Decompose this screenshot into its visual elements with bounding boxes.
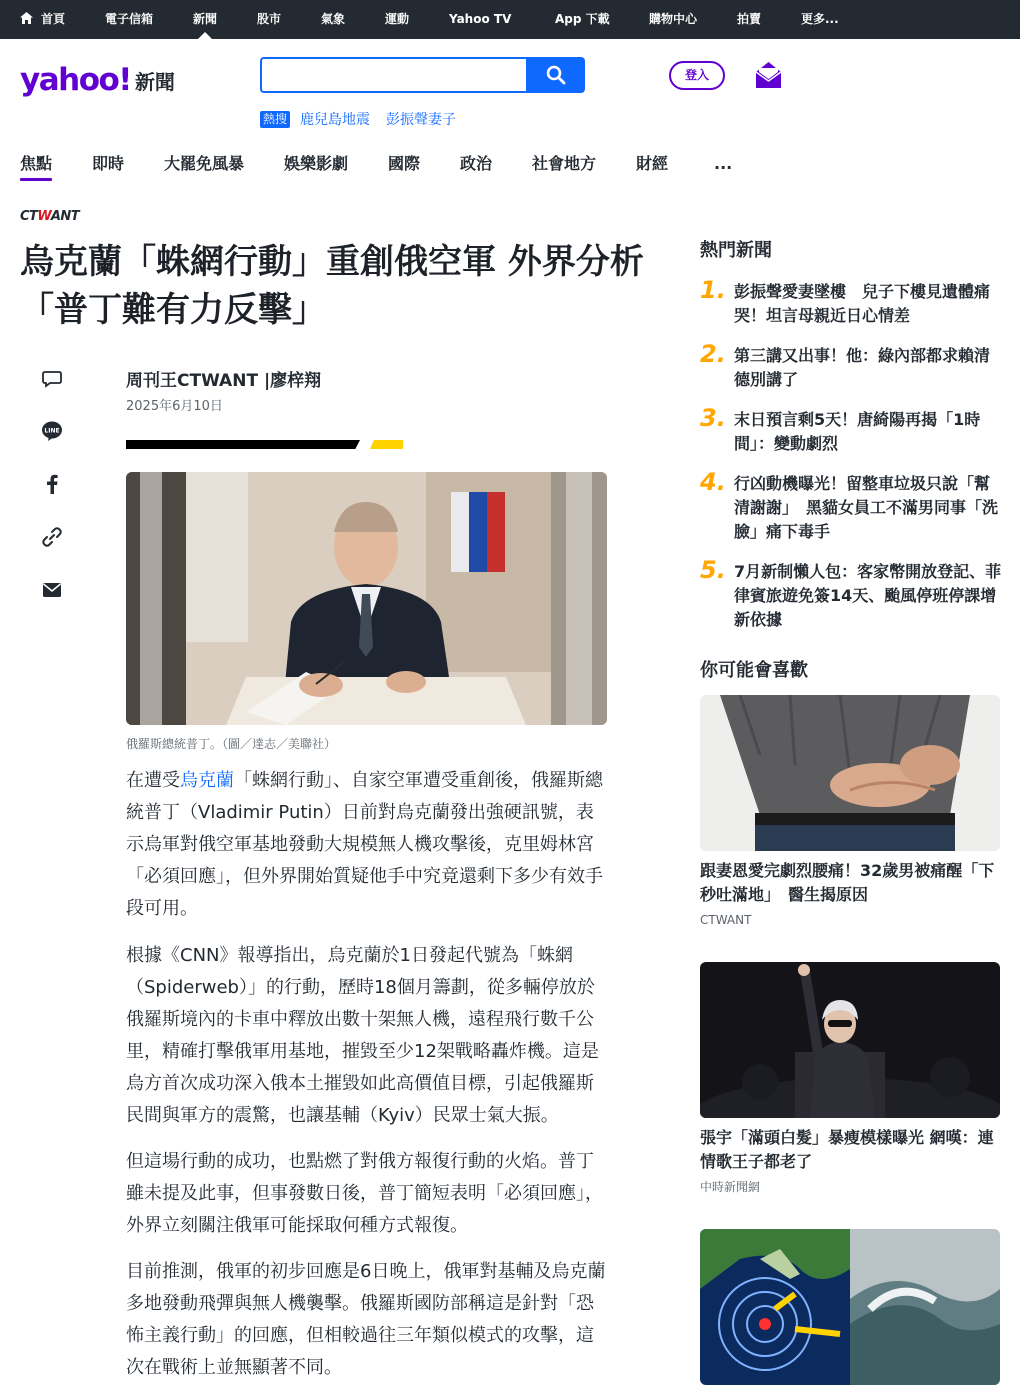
- category-tab-politics[interactable]: 政治: [460, 154, 493, 173]
- facebook-icon[interactable]: [40, 472, 64, 496]
- category-tab-latest[interactable]: 即時: [92, 154, 125, 173]
- trending-link[interactable]: 鹿兒島地震: [300, 112, 370, 128]
- search-icon: [546, 65, 566, 85]
- article-paragraph: 但這場行動的成功，也點燃了對俄方報復行動的火焰。普丁雖未提及此事，但事發數日後，普丁簡短表明「必須回應」，外界立刻關注俄軍可能採取何種方式報復。: [126, 1151, 603, 1236]
- category-tab-focus[interactable]: 焦點: [20, 152, 52, 176]
- category-tab-recall[interactable]: 大罷免風暴: [164, 154, 245, 173]
- logo-news-text: 新聞: [134, 70, 175, 94]
- rank-number: 3.: [700, 404, 726, 432]
- recommendation-image[interactable]: [700, 1229, 1000, 1385]
- image-caption: 俄羅斯總統普丁。（圖／達志／美聯社）: [126, 737, 337, 751]
- topnav-stocks[interactable]: 股市: [257, 12, 282, 26]
- rank-number: 5.: [700, 556, 726, 584]
- email-share-icon[interactable]: [40, 578, 64, 602]
- topnav-sports[interactable]: 運動: [385, 12, 410, 26]
- category-tab-international[interactable]: 國際: [388, 154, 421, 173]
- category-tab-society[interactable]: 社會地方: [532, 154, 597, 173]
- topnav-home[interactable]: [20, 0, 65, 39]
- hot-news-title: 末日預言剩5天！唐綺陽再揭「1時間」：變動劇烈: [734, 410, 981, 453]
- rank-number: 1.: [700, 276, 726, 304]
- rank-number: 4.: [700, 468, 726, 496]
- rank-number: 2.: [700, 340, 726, 368]
- article-paragraph: [126, 765, 608, 925]
- line-share-icon[interactable]: [40, 419, 64, 443]
- yahoo-news-logo[interactable]: [20, 58, 175, 98]
- topnav-home-label: 首頁: [41, 12, 66, 26]
- topnav-app-download[interactable]: App 下載: [555, 12, 610, 26]
- search-button[interactable]: [526, 57, 585, 93]
- paragraph-text: 「蛛網行動」、自家空軍遭受重創後，俄羅斯總統普丁（Vladimir Putin）日前對烏克蘭發出強硬訊號，表示烏軍對俄空軍基地發動大規模無人機攻擊後，克里姆林宮「必須回應」，但外界開始質疑他手中究竟還剩下多少有效手段可用。: [126, 770, 603, 919]
- category-tab-entertainment[interactable]: 娛樂影劇: [284, 154, 349, 173]
- topnav-mail[interactable]: 電子信箱: [105, 12, 154, 26]
- source-logo[interactable]: CTWANT: [20, 209, 80, 224]
- tag-link-ukraine[interactable]: 烏克蘭: [180, 770, 234, 791]
- article-paragraph: 根據《CNN》報導指出，烏克蘭於1日發起代號為「蛛網（Spiderweb）」的行動，歷時18個月籌劃，從多輛停放於俄羅斯境內的卡車中釋放出數十架無人機，遠程飛行數千公里，精確打擊俄軍用基地，摧毀至少12架戰略轟炸機。這是烏方首次成功深入俄本土摧毀如此高價值目標，引起俄羅斯民間與軍方的震驚，也讓基輔（Kyiv）民眾士氣大振。: [126, 945, 599, 1126]
- topnav-yahoo-tv[interactable]: Yahoo TV: [449, 12, 512, 26]
- topnav-more[interactable]: 更多...: [801, 12, 839, 26]
- article-paragraph: 目前推測，俄軍的初步回應是6日晚上，俄軍對基輔及烏克蘭多地發動飛彈與無人機襲擊。俄羅斯國防部稱這是針對「恐怖主義行動」的回應，但相較過往三年類似模式的攻擊，這次在戰術上並無顯著不同。: [126, 1261, 606, 1378]
- trending-badge: 熱搜: [260, 111, 290, 128]
- decorative-divider-accent: [370, 440, 403, 449]
- home-icon: [20, 12, 33, 24]
- copy-link-icon[interactable]: [40, 525, 64, 549]
- mail-icon[interactable]: [756, 61, 781, 92]
- recommendation-title[interactable]: 張宇「滿頭白髮」暴瘦模樣曝光 網嘆：連情歌王子都老了: [700, 1128, 994, 1171]
- hot-news-title: 行凶動機曝光！留整車垃圾只說「幫清謝謝」 黑貓女員工不滿男同事「洗臉」痛下毒手: [734, 474, 999, 541]
- recommendation-title[interactable]: 跟妻恩愛完劇烈腰痛！32歲男被痛醒「下秒吐滿地」 醫生揭原因: [700, 861, 995, 904]
- recommendation-image[interactable]: [700, 695, 1000, 851]
- logo-yahoo-text: yahoo!: [20, 62, 131, 98]
- topnav-auction[interactable]: 拍賣: [737, 12, 762, 26]
- article-main-image[interactable]: [126, 472, 607, 725]
- article-title: 烏克蘭「蛛網行動」重創俄空軍 外界分析「普丁難有力反擊」: [20, 242, 644, 330]
- trending-link[interactable]: 彭振聲妻子: [386, 112, 456, 128]
- login-button[interactable]: 登入: [669, 61, 725, 90]
- category-tab-more[interactable]: ...: [714, 154, 733, 173]
- category-tab-finance[interactable]: 財經: [636, 154, 669, 173]
- topnav-weather[interactable]: 氣象: [321, 12, 346, 26]
- hot-news-title: 7月新制懶人包：客家幣開放登記、菲律賓旅遊免簽14天、颱風停班停課增新依據: [734, 562, 1002, 629]
- topnav-news[interactable]: 新聞: [193, 12, 218, 26]
- comment-icon[interactable]: [40, 367, 64, 391]
- top-navigation-bar: [0, 0, 1020, 39]
- search-input[interactable]: [262, 59, 526, 91]
- recommendations-heading: 你可能會喜歡: [700, 660, 808, 681]
- article-byline[interactable]: 周刊王CTWANT |廖梓翔: [126, 371, 322, 391]
- paragraph-text: 在遭受: [126, 770, 180, 791]
- recommendation-image[interactable]: [700, 962, 1000, 1118]
- article-date: 2025年6月10日: [126, 399, 223, 414]
- recommendation-source: CTWANT: [700, 913, 752, 927]
- decorative-divider: [126, 440, 360, 449]
- hot-news-title: 彭振聲愛妻墜樓 兒子下樓見遺體痛哭！坦言母親近日心情差: [734, 282, 991, 325]
- recommendation-source: 中時新聞網: [700, 1180, 761, 1194]
- svg-text:LINE: LINE: [44, 427, 60, 435]
- active-tab-indicator: [198, 32, 212, 39]
- hot-news-heading: 熱門新聞: [700, 240, 772, 261]
- search-field-wrapper: [260, 57, 526, 93]
- topnav-shopping[interactable]: 購物中心: [649, 12, 698, 26]
- hot-news-title: 第三講又出事！他：綠內部都求賴清德別講了: [734, 346, 991, 389]
